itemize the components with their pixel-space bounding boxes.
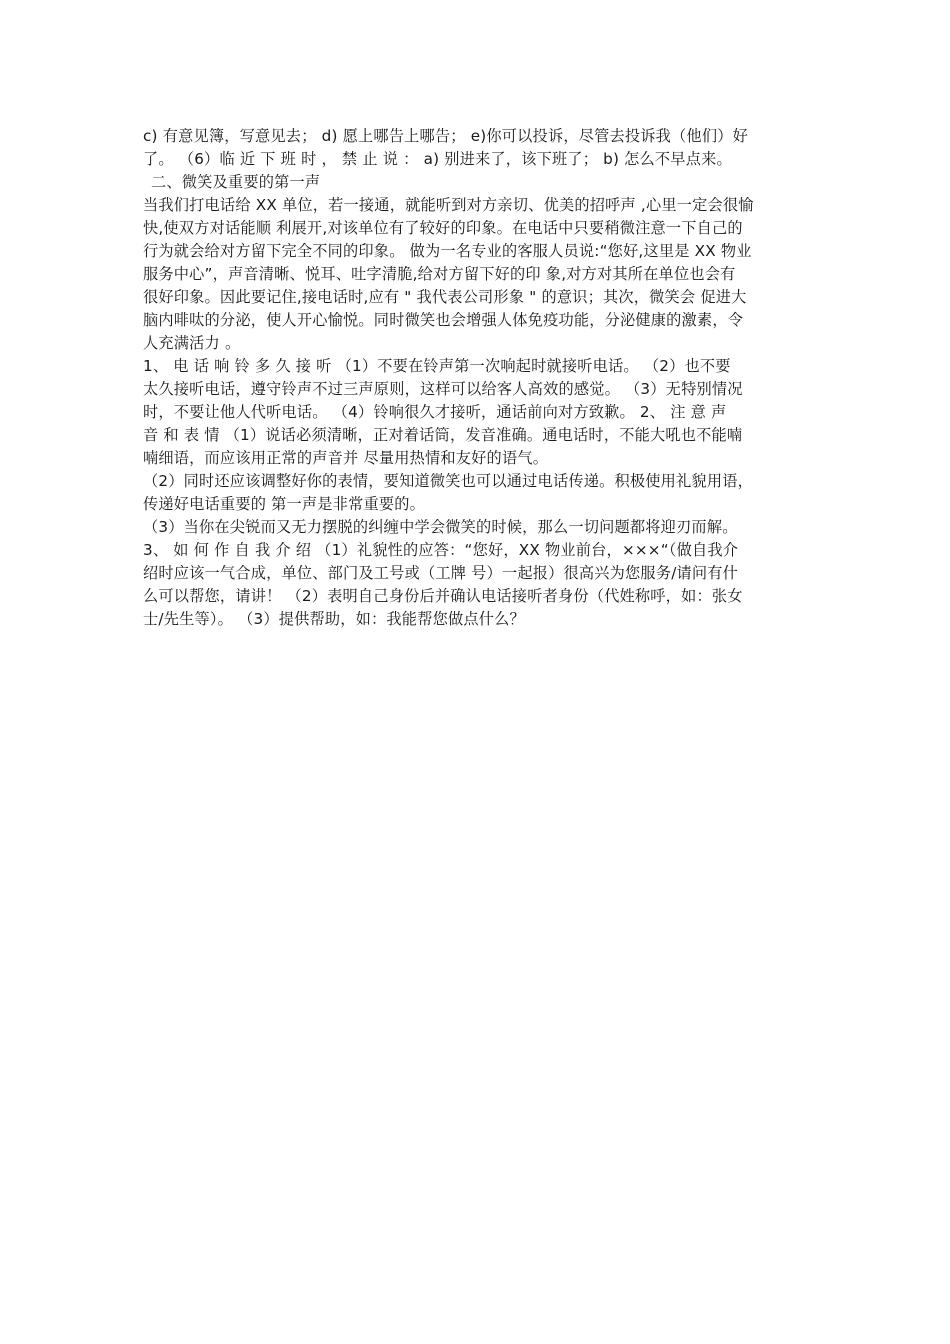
text-line: 很好印象。因此要记住,接电话时,应有 " 我代表公司形象 " 的意识；其次，微笑会 促进大 xyxy=(143,288,747,306)
text-line: （3）当你在尖锐而又无力摆脱的纠缠中学会微笑的时候，那么一切问题都将迎刃而解。 xyxy=(143,518,738,536)
text-line: （2）同时还应该调整好你的表情，要知道微笑也可以通过电话传递。积极使用礼貌用语， xyxy=(143,472,753,490)
text-line: 行为就会给对方留下完全不同的印象。 做为一名专业的客服人员说:“您好,这里是 XX 物业 xyxy=(143,242,752,260)
section-heading: 二、微笑及重要的第一声 xyxy=(151,173,321,191)
text-line: 喃细语，而应该用正常的声音并 尽量用热情和友好的语气。 xyxy=(143,449,549,467)
document-body xyxy=(143,125,809,631)
text-line: 人充满活力 。 xyxy=(143,334,241,352)
text-line: 音 和 表 情 （1）说话必须清晰，正对着话筒，发音准确。通电话时，不能大吼也不能喃 xyxy=(143,426,743,444)
text-line: 绍时应该一气合成，单位、部门及工号或（工牌 号）一起报）很高兴为您服务/请问有什 xyxy=(143,564,739,582)
text-line: 传递好电话重要的 第一声是非常重要的。 xyxy=(143,495,426,513)
text-line: 脑内啡呔的分泌，使人开心愉悦。同时微笑也会增强人体免疫功能，分泌健康的激素，令 xyxy=(143,311,744,329)
text-line: 快,使双方对话能顺 利展开,对该单位有了较好的印象。在电话中只要稍微注意一下自己的 xyxy=(143,219,743,237)
text-line: 太久接听电话，遵守铃声不过三声原则，这样可以给客人高效的感觉。 （3）无特别情况 xyxy=(143,380,743,398)
text-line: 么可以帮您，请讲！ （2）表明自己身份后并确认电话接听者身份（代姓称呼，如：张女 xyxy=(143,587,743,605)
text-line: 服务中心”，声音清晰、悦耳、吐字清脆,给对方留下好的印 象,对方对其所在单位也会有 xyxy=(143,265,736,283)
text-line: 3、 如 何 作 自 我 介 绍 （1）礼貌性的应答：“您好，XX 物业前台，×××“（做自我介 xyxy=(143,541,739,559)
text-line: c) 有意见簿，写意见去； d) 愿上哪告上哪告； e)你可以投诉，尽管去投诉我（他们）好 xyxy=(143,127,748,145)
text-line: 时，不要让他人代听电话。 （4）铃响很久才接听，通话前向对方致歉。 2、 注 意 声 xyxy=(143,403,727,421)
text-line: 1、 电 话 响 铃 多 久 接 听 （1）不要在铃声第一次响起时就接听电话。 （2）也不要 xyxy=(143,357,731,375)
text-line: 士/先生等）。 （3）提供帮助，如：我能帮您做点什么？ xyxy=(143,610,525,628)
text-line: 了。 （6）临 近 下 班 时 ， 禁 止 说 ： a) 别进来了，该下班了； b) 怎么不早点来。 xyxy=(143,150,732,168)
text-line: 当我们打电话给 XX 单位，若一接通，就能听到对方亲切、优美的招呼声 ,心里一定会很愉 xyxy=(143,196,754,214)
